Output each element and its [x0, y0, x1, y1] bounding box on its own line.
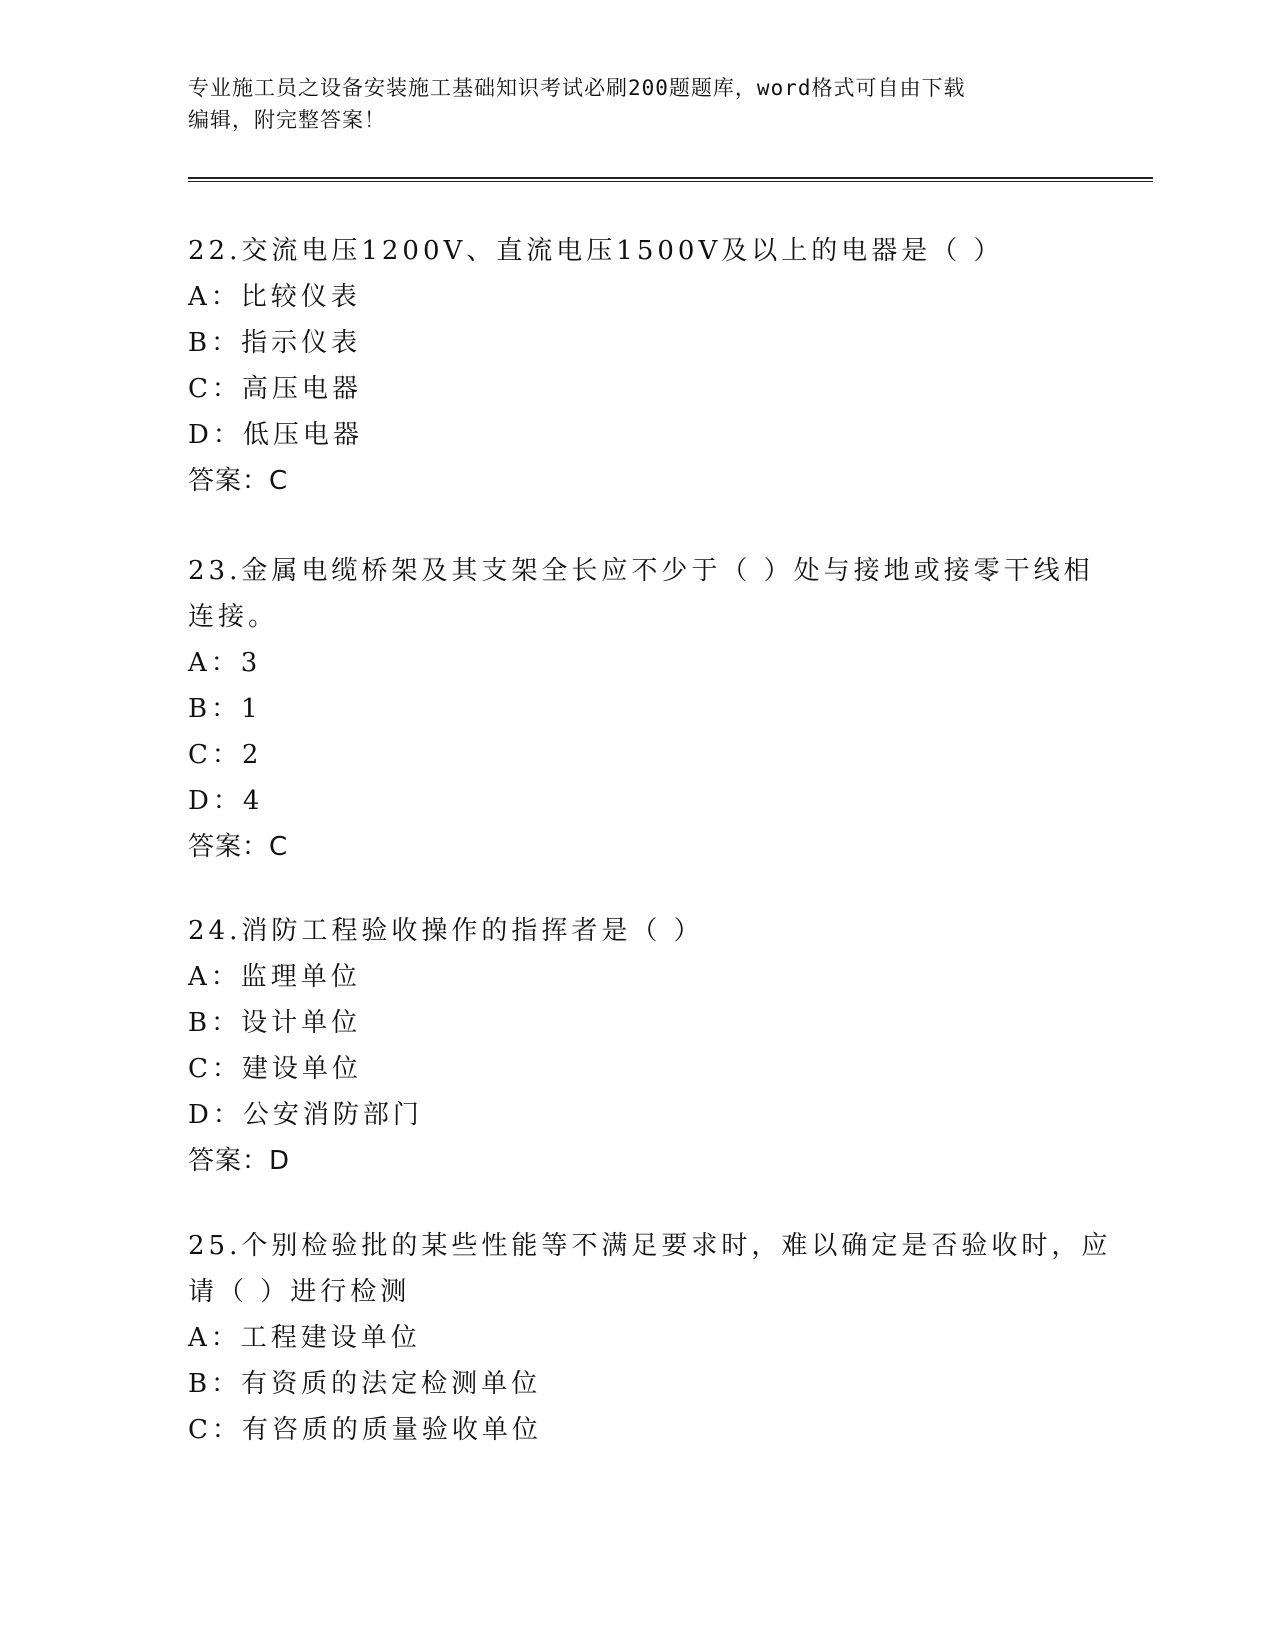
answer: 答案：C	[188, 832, 289, 862]
document-header	[188, 72, 1068, 136]
header-line-2: 编辑，附完整答案！	[188, 108, 386, 132]
question-stem-cont: 连接。	[188, 602, 279, 632]
option-d: D：公安消防部门	[188, 1100, 423, 1130]
header-line-1: 专业施工员之设备安装施工基础知识考试必刷200题题库，word格式可自由下载	[188, 76, 966, 100]
question-24	[188, 908, 1088, 1184]
header-rule-thick	[188, 177, 1153, 179]
header-rule-thin	[188, 181, 1153, 182]
answer: 答案：C	[188, 466, 289, 496]
question-25	[188, 1223, 1112, 1453]
option-a: A：工程建设单位	[188, 1323, 421, 1353]
option-d: D：4	[188, 786, 264, 816]
answer: 答案：D	[188, 1146, 291, 1176]
option-a: A：3	[188, 648, 262, 678]
question-stem: 25.个别检验批的某些性能等不满足要求时，难以确定是否验收时，应	[188, 1231, 1112, 1261]
question-stem: 24.消防工程验收操作的指挥者是（ ）	[188, 916, 704, 946]
option-a: A：监理单位	[188, 962, 361, 992]
option-b: B：设计单位	[188, 1008, 362, 1038]
question-stem-cont: 请（ ）进行检测	[188, 1277, 411, 1307]
question-stem: 22.交流电压1200V、直流电压1500V及以上的电器是（ ）	[188, 236, 1004, 266]
option-a: A：比较仪表	[188, 282, 361, 312]
question-23	[188, 548, 1094, 870]
option-b: B：指示仪表	[188, 328, 362, 358]
option-c: C：2	[188, 740, 263, 770]
option-b: B：1	[188, 694, 262, 724]
question-stem: 23.金属电缆桥架及其支架全长应不少于（ ）处与接地或接零干线相	[188, 556, 1094, 586]
question-22	[188, 228, 1088, 504]
option-c: C：建设单位	[188, 1054, 362, 1084]
option-d: D：低压电器	[188, 420, 363, 450]
option-c: C：有咨质的质量验收单位	[188, 1415, 542, 1445]
option-c: C：高压电器	[188, 374, 362, 404]
option-b: B：有资质的法定检测单位	[188, 1369, 542, 1399]
